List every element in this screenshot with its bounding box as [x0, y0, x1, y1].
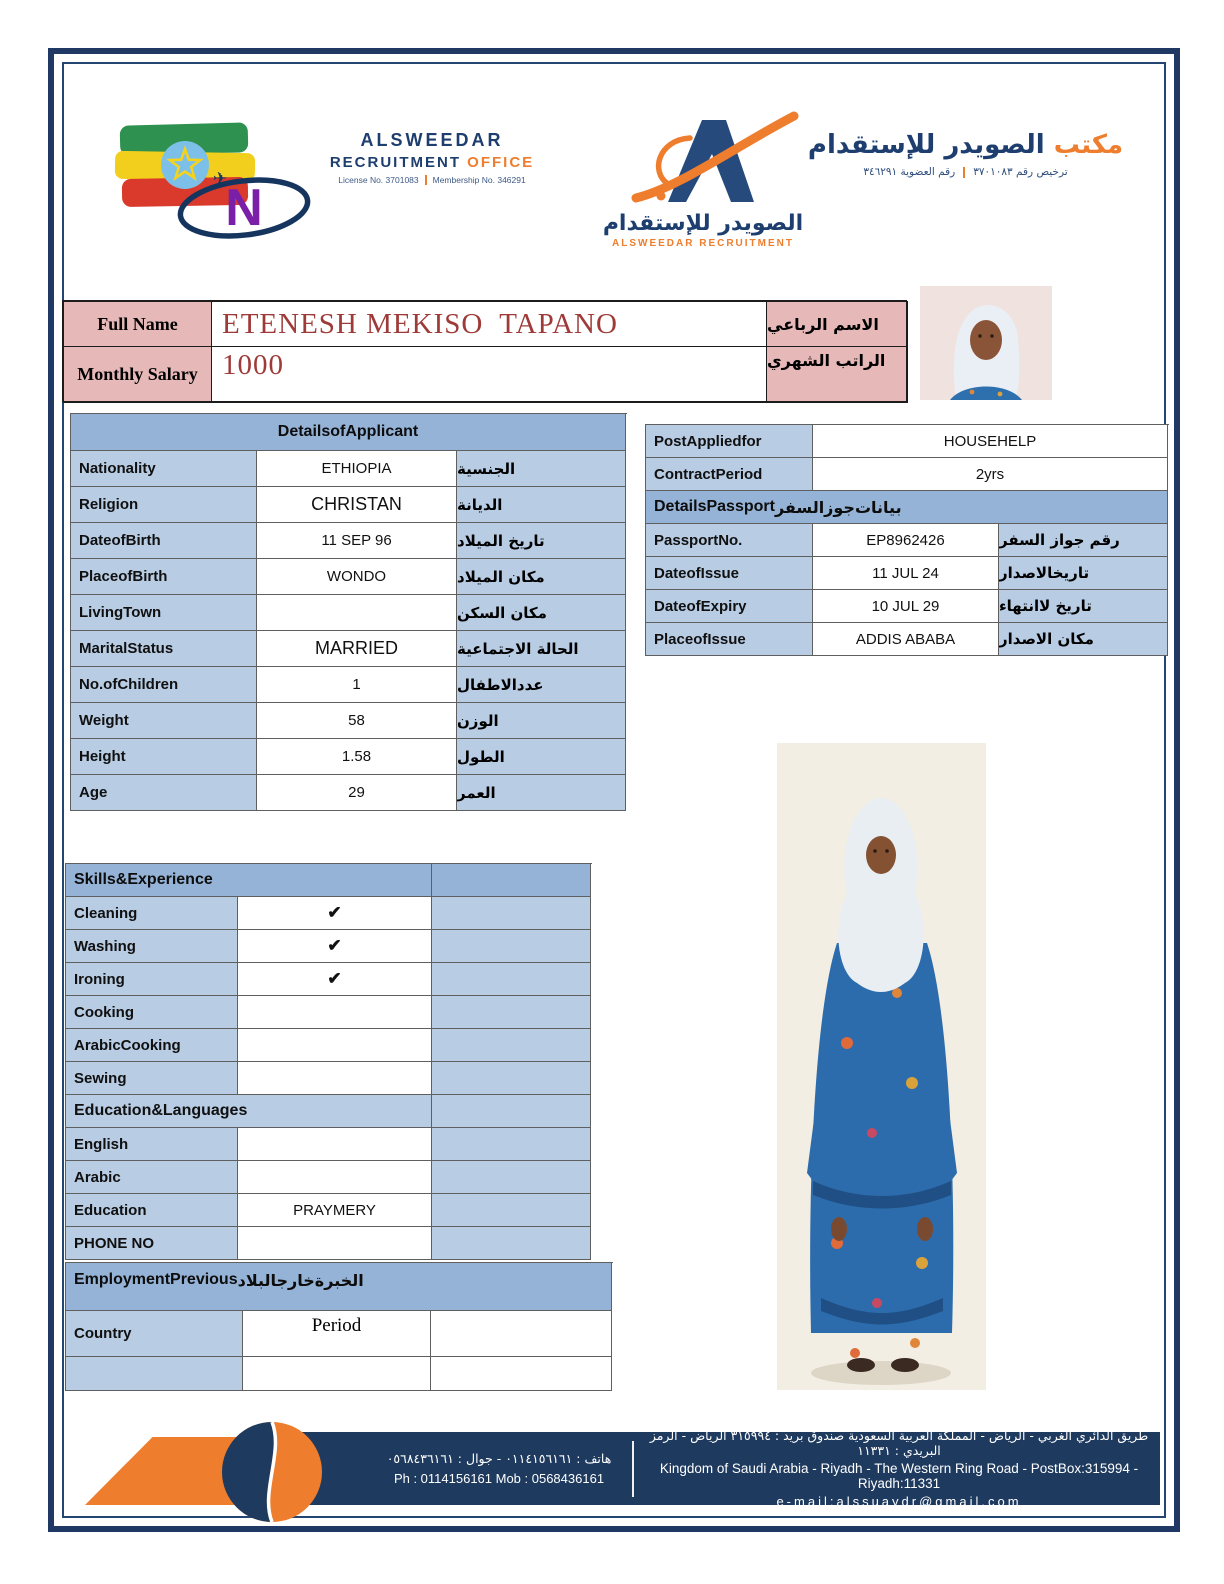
empty-cell [432, 930, 591, 963]
n-travel-logo [172, 168, 317, 244]
skill-label: Sewing [66, 1062, 238, 1095]
empty-cell [432, 1062, 591, 1095]
empty-cell [432, 963, 591, 996]
row-label-arabic: الجنسية [457, 451, 626, 487]
footer-address-block [638, 1428, 1160, 1509]
skills-title: Skills&Experience [66, 864, 432, 897]
row-value: EP8962426 [813, 524, 999, 557]
row-label: No.ofChildren [71, 667, 257, 703]
application-passport-table [645, 424, 1169, 656]
name-salary-table [62, 300, 907, 402]
divider-bar [425, 175, 427, 185]
empty-cell [243, 1357, 431, 1391]
row-value: HOUSEHELP [813, 425, 1168, 458]
period-label: Period [243, 1311, 431, 1357]
empty-cell [432, 1161, 591, 1194]
table-row [71, 775, 627, 811]
table-row [66, 963, 592, 996]
footer-circle-logo [222, 1422, 322, 1522]
row-label-arabic: الحالة الاجتماعية [457, 631, 626, 667]
row-label: ContractPeriod [646, 458, 813, 491]
row-value: 10 JUL 29 [813, 590, 999, 623]
table-row [66, 1029, 592, 1062]
office-title-arabic: مكتب الصويدر للإستقدام [807, 130, 1124, 160]
full-name-label: Full Name [64, 302, 212, 347]
row-label-arabic: تاريخ لاانتهاء [999, 590, 1168, 623]
table-row [64, 302, 907, 347]
center-logo-english-name: ALSWEEDAR RECRUITMENT [612, 238, 794, 249]
airplane-icon: ✈ [212, 169, 228, 189]
table-row [66, 930, 592, 963]
skill-value [238, 1062, 432, 1095]
row-label: PassportNo. [646, 524, 813, 557]
footer-address-arabic: طريق الدائري الغربي - الرياض - المملكة العربية السعودية صندوق بريد : ٣١٥٩٩٤ الرياض - الرمز البريدي : ١١٣٣١ [649, 1428, 1149, 1458]
row-label: Religion [71, 487, 257, 523]
full-name-label-arabic: الاسم الرباعي [767, 302, 907, 347]
monthly-salary-label: Monthly Salary [64, 347, 212, 402]
row-value: ADDIS ABABA [813, 623, 999, 656]
empty-cell [432, 1029, 591, 1062]
skill-label: Ironing [66, 963, 238, 996]
row-label: MaritalStatus [71, 631, 257, 667]
table-row [71, 523, 627, 559]
empty-cell [432, 864, 591, 897]
row-value: CHRISTAN [257, 487, 457, 523]
check-mark-icon: ✔ [238, 897, 432, 930]
row-label-arabic: رقم جواز السفر [999, 524, 1168, 557]
footer-divider [632, 1441, 634, 1497]
skill-label: Washing [66, 930, 238, 963]
previous-employment-title: EmploymentPrevious الخبرةخارجالبلاد [66, 1263, 612, 1311]
row-label: PostAppliedfor [646, 425, 813, 458]
phone-value [238, 1227, 432, 1260]
row-value [257, 595, 457, 631]
office-name-arabic [798, 130, 1133, 178]
license-line-arabic: ترخيص رقم ٣٧٠١٠٨٣ رقم العضوية ٣٤٦٢٩١ [863, 166, 1068, 178]
org-name-line1: ALSWEEDAR [360, 130, 504, 150]
passport-details-title: DetailsPassport بيانات‌جوزالسفر [646, 491, 1168, 524]
empty-cell [431, 1311, 612, 1357]
license-line: License No. 3701083 Membership No. 346291 [338, 175, 526, 185]
table-row [66, 1357, 613, 1391]
skill-label: Cooking [66, 996, 238, 1029]
row-label: Weight [71, 703, 257, 739]
row-label: Height [71, 739, 257, 775]
row-value: 2yrs [813, 458, 1168, 491]
empty-cell [66, 1357, 243, 1391]
table-row [71, 667, 627, 703]
row-label: PlaceofIssue [646, 623, 813, 656]
footer-phone-arabic: هاتف : ٠١١٤١٥٦١٦١ - جوال : ٠٥٦٨٤٣٦١٦١ [386, 1451, 612, 1466]
monthly-salary-label-arabic: الراتب الشهري [767, 347, 907, 402]
row-label-arabic: الوزن [457, 703, 626, 739]
table-row [71, 739, 627, 775]
row-value: WONDO [257, 559, 457, 595]
table-header-row [66, 1263, 613, 1311]
row-label-arabic: تاريخ الميلاد [457, 523, 626, 559]
row-value: ETHIOPIA [257, 451, 457, 487]
full-name-value: ETENESH MEKISO TAPANO [212, 302, 767, 347]
row-label-arabic: العمر [457, 775, 626, 811]
table-row [66, 1194, 592, 1227]
table-row [71, 559, 627, 595]
language-value [238, 1161, 432, 1194]
details-of-applicant-table [70, 413, 627, 811]
table-header-row [646, 491, 1169, 524]
row-label: LivingTown [71, 595, 257, 631]
table-row [71, 631, 627, 667]
empty-cell [432, 1194, 591, 1227]
table-row [66, 897, 592, 930]
row-label: Age [71, 775, 257, 811]
row-label-arabic: مكان الميلاد [457, 559, 626, 595]
table-row [646, 458, 1169, 491]
table-header-row [66, 864, 592, 897]
row-label: DateofExpiry [646, 590, 813, 623]
footer-phone-english: Ph : 0114156161 Mob : 0568436161 [393, 1471, 605, 1486]
footer-email: e-mail:alssuaydr@gmail.com [776, 1494, 1022, 1509]
details-table-title: DetailsofApplicant [71, 414, 626, 451]
row-label: DateofIssue [646, 557, 813, 590]
monthly-salary-value: 1000 [212, 347, 767, 402]
applicant-portrait-photo [920, 286, 1052, 400]
table-row [646, 590, 1169, 623]
table-row [66, 1227, 592, 1260]
row-label: Nationality [71, 451, 257, 487]
language-label: Arabic [66, 1161, 238, 1194]
table-row [71, 451, 627, 487]
svg-text:N: N [225, 179, 263, 237]
education-languages-title: Education&Languages [66, 1095, 432, 1128]
row-label-arabic: مكان السكن [457, 595, 626, 631]
table-row [66, 1062, 592, 1095]
row-value: 1 [257, 667, 457, 703]
row-value: 1.58 [257, 739, 457, 775]
skill-label: ArabicCooking [66, 1029, 238, 1062]
alsweedar-a-logo [598, 110, 808, 249]
check-mark-icon: ✔ [238, 930, 432, 963]
table-row [64, 347, 907, 402]
table-row [71, 487, 627, 523]
table-row [66, 1128, 592, 1161]
row-label: DateofBirth [71, 523, 257, 559]
previous-employment-table [65, 1262, 613, 1391]
alsweedar-wordmark [298, 130, 566, 185]
footer-phone-block [300, 1451, 628, 1486]
empty-cell [432, 1227, 591, 1260]
row-label-arabic: الديانة [457, 487, 626, 523]
empty-cell [432, 1095, 591, 1128]
empty-cell [432, 996, 591, 1029]
education-value: PRAYMERY [238, 1194, 432, 1227]
row-label-arabic: عددالاطفال [457, 667, 626, 703]
skill-label: Cleaning [66, 897, 238, 930]
table-row [646, 524, 1169, 557]
language-label: English [66, 1128, 238, 1161]
education-label: Education [66, 1194, 238, 1227]
row-label-arabic: الطول [457, 739, 626, 775]
footer-address-english: Kingdom of Saudi Arabia - Riyadh - The Western Ring Road - PostBox:315994 - Riyadh:11331 [659, 1461, 1139, 1491]
table-row [66, 996, 592, 1029]
table-row [646, 557, 1169, 590]
row-value: 58 [257, 703, 457, 739]
empty-cell [432, 897, 591, 930]
check-mark-icon: ✔ [238, 963, 432, 996]
row-label-arabic: مكان الاصدار [999, 623, 1168, 656]
table-row [66, 1311, 613, 1357]
phone-label: PHONE NO [66, 1227, 238, 1260]
country-label: Country [66, 1311, 243, 1357]
row-label: PlaceofBirth [71, 559, 257, 595]
table-row [71, 703, 627, 739]
table-row [71, 595, 627, 631]
row-value: 29 [257, 775, 457, 811]
table-row [646, 425, 1169, 458]
skill-value [238, 1029, 432, 1062]
org-name-line2: RECRUITMENT OFFICE [329, 154, 535, 171]
empty-cell [431, 1357, 612, 1391]
language-value [238, 1128, 432, 1161]
table-header-row [66, 1095, 592, 1128]
row-value: MARRIED [257, 631, 457, 667]
empty-cell [432, 1128, 591, 1161]
center-logo-arabic-name: الصويدر للإستقدام [602, 211, 804, 236]
divider-bar [963, 167, 965, 178]
table-header-row [71, 414, 627, 451]
applicant-full-body-photo [777, 743, 986, 1390]
table-row [646, 623, 1169, 656]
a-swoosh-icon [598, 110, 808, 206]
row-label-arabic: تاريخالاصدار [999, 557, 1168, 590]
skill-value [238, 996, 432, 1029]
row-value: 11 SEP 96 [257, 523, 457, 559]
row-value: 11 JUL 24 [813, 557, 999, 590]
table-row [66, 1161, 592, 1194]
footer-contact-bar [300, 1428, 1160, 1509]
skills-experience-table [65, 863, 592, 1260]
